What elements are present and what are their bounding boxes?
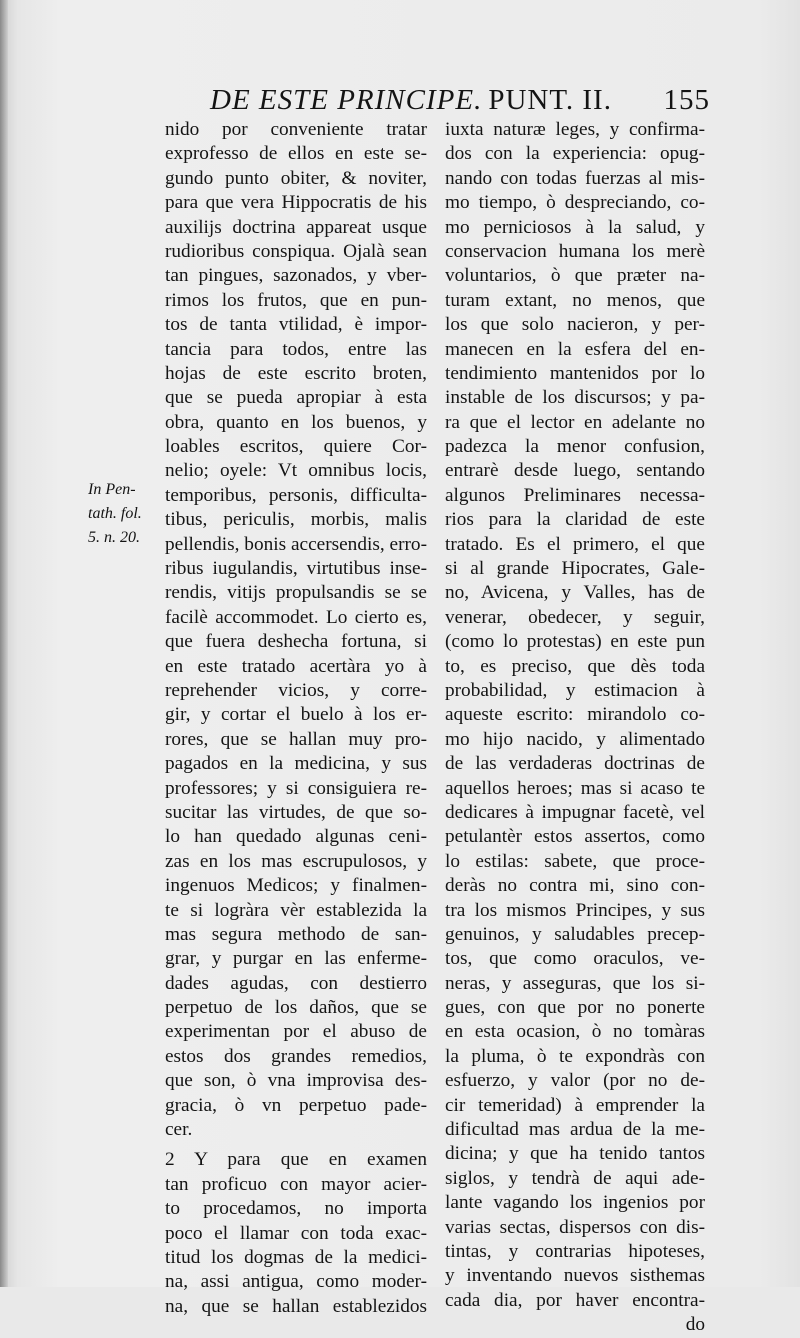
text-line: reprehender vicios, y corre- <box>165 679 427 701</box>
text-line: pellendis, bonis accersendis, erro- <box>165 533 427 555</box>
text-line: facilè accommodet. Lo cierto es, <box>165 606 427 628</box>
text-line: manecen en la esfera del en- <box>445 338 705 360</box>
text-line: aqueste escrito: mirandolo co- <box>445 704 705 726</box>
text-line: venerar, obedecer, y seguir, <box>445 606 705 628</box>
text-line: la pluma, ò te expondràs con <box>445 1045 705 1067</box>
text-line: te si logràra vèr establezida la <box>165 899 427 921</box>
text-line: cada dia, por haver encontra- <box>445 1289 705 1311</box>
text-line: genuinos, y saludables precep- <box>445 923 705 945</box>
text-line: turam extant, no menos, que <box>445 289 705 311</box>
page-edge-shadow <box>0 0 8 1287</box>
text-line: exprofesso de ellos en este se- <box>165 143 427 165</box>
text-line: rendis, vitijs propulsandis se se <box>165 582 427 604</box>
text-line: probabilidad, y estimacion à <box>445 679 705 701</box>
text-line: petulantèr estos assertos, como <box>445 826 705 848</box>
text-line: que son, ò vna improvisa des- <box>165 1070 427 1092</box>
section-marker: PUNT. II. <box>488 84 612 116</box>
text-line: tan proficuo con mayor acier- <box>165 1173 427 1195</box>
text-line: estos dos grandes remedios, <box>165 1045 427 1067</box>
text-line: poco el llamar con toda exac- <box>165 1222 427 1244</box>
text-line: temporibus, personis, difficulta- <box>165 484 427 506</box>
text-line: gracia, ò vn perpetuo pade- <box>165 1094 427 1116</box>
text-line: voluntarios, ò que præter na- <box>445 265 705 287</box>
text-line: grar, y purgar en las enferme- <box>165 948 427 970</box>
text-line: lo han quedado algunas ceni- <box>165 826 427 848</box>
text-line: professores; y si consiguiera re- <box>165 777 427 799</box>
text-line: padezca la menor confusion, <box>445 436 705 458</box>
right-text-column <box>445 118 705 1338</box>
text-line: zas en los mas escrupulosos, y <box>165 850 427 872</box>
text-line: (como lo protestas) en este pun <box>445 631 705 653</box>
text-line: si al grande Hipocrates, Gale- <box>445 558 705 580</box>
text-line: algunos Preliminares necessa- <box>445 484 705 506</box>
text-line: tos de tanta vtilidad, è impor- <box>165 314 427 336</box>
text-line: nelio; oyele: Vt omnibus locis, <box>165 460 427 482</box>
text-line: esfuerzo, y valor (por no de- <box>445 1070 705 1092</box>
marginal-note-line: In Pen- <box>88 481 136 498</box>
text-line: tos, que como oraculos, ve- <box>445 948 705 970</box>
text-line: auxilijs doctrina appareat usque <box>165 216 427 238</box>
text-line: dos con la experiencia: opug- <box>445 143 705 165</box>
text-line: rios para la claridad de este <box>445 509 705 531</box>
text-line: de las verdaderas doctrinas de <box>445 753 705 775</box>
text-line: ingenuos Medicos; y finalmen- <box>165 875 427 897</box>
text-line: to procedamos, no importa <box>165 1198 427 1220</box>
left-text-column <box>165 118 427 1319</box>
text-line: nando con todas fuerzas al mis- <box>445 167 705 189</box>
text-line: obra, quanto en los buenos, y <box>165 411 427 433</box>
text-line: hojas de este escrito broten, <box>165 362 427 384</box>
text-line: nido por conveniente tratar <box>165 119 427 140</box>
text-line: mo tiempo, ò despreciando, co- <box>445 192 705 214</box>
text-line: mas segura methodo de san- <box>165 923 427 945</box>
text-line: mo perniciosos à la salud, y <box>445 216 705 238</box>
text-line: aquellos heroes; mas si acaso te <box>445 777 705 799</box>
text-line: dedicares à impugnar facetè, vel <box>445 801 705 823</box>
text-line: 2 Y para que en examen <box>165 1149 427 1171</box>
text-line: los que solo nacieron, y per- <box>445 314 705 336</box>
marginal-note <box>88 478 158 550</box>
text-line: gir, y cortar el buelo à los er- <box>165 704 427 726</box>
text-line: tan pingues, sazonados, y vber- <box>165 265 427 287</box>
text-line: sucitar las virtudes, de que so- <box>165 801 427 823</box>
text-line: to, es preciso, que dès toda <box>445 655 705 677</box>
text-line: deràs no contra mi, sino con- <box>445 875 705 897</box>
text-line: conservacion humana los merè <box>445 240 705 262</box>
text-line: pagados en la medicina, y sus <box>165 753 427 775</box>
text-line: tra los mismos Principes, y sus <box>445 899 705 921</box>
text-line: perpetuo de los daños, que se <box>165 997 427 1019</box>
text-line: ribus iugulandis, virtutibus inse- <box>165 558 427 580</box>
text-line: entrarè desde luego, sentando <box>445 460 705 482</box>
text-line: lo estilas: sabete, que proce- <box>445 850 705 872</box>
text-line: neras, y asseguras, que los si- <box>445 972 705 994</box>
text-line: na, assi antigua, como moder- <box>165 1271 427 1293</box>
text-line: gues, con que por no ponerte <box>445 997 705 1019</box>
text-line: y inventando nuevos sisthemas <box>445 1265 705 1287</box>
text-line: en esta ocasion, ò no tomàras <box>445 1021 705 1043</box>
text-line: tancia para todos, entre las <box>165 338 427 360</box>
text-line: en este tratado acertàra yo à <box>165 655 427 677</box>
text-line: rores, que se hallan muy pro- <box>165 728 427 750</box>
text-line: tibus, periculis, morbis, malis <box>165 509 427 531</box>
running-title: DE ESTE PRINCIPE. <box>210 84 483 116</box>
text-line: rudioribus conspiqua. Ojalà sean <box>165 240 427 262</box>
text-line: cir temeridad) à emprender la <box>445 1094 705 1116</box>
text-line: rimos los frutos, que en pun- <box>165 289 427 311</box>
text-line: siglos, y tendrà de aqui ade- <box>445 1167 705 1189</box>
text-line: para que vera Hippocratis de his <box>165 192 427 214</box>
marginal-note-line: 5. n. 20. <box>88 529 140 546</box>
text-line: mo hijo nacido, y alimentado <box>445 728 705 750</box>
text-line: dicina; y que ha tenido tantos <box>445 1143 705 1165</box>
text-line: iuxta naturæ leges, y confirma- <box>445 119 705 140</box>
text-line: que fuera deshecha fortuna, si <box>165 631 427 653</box>
text-line: dificultad mas ardua de la me- <box>445 1119 705 1141</box>
text-line: gundo punto obiter, & noviter, <box>165 167 427 189</box>
text-line: tratado. Es el primero, el que <box>445 533 705 555</box>
text-line: loables escritos, quiere Cor- <box>165 436 427 458</box>
marginal-note-line: tath. fol. <box>88 505 142 522</box>
text-line: lante vagando los ingenios por <box>445 1192 705 1214</box>
text-line: do <box>685 1314 705 1336</box>
text-line: dades agudas, con destierro <box>165 972 427 994</box>
text-line: tintas, y contrarias hipoteses, <box>445 1240 705 1262</box>
text-line: titud los dogmas de la medici- <box>165 1246 427 1268</box>
text-line: cer. <box>165 1119 193 1141</box>
text-line: varias sectas, dispersos con dis- <box>445 1216 705 1238</box>
text-line: que se pueda apropiar à esta <box>165 387 427 409</box>
text-line: ra que el lector en adelante no <box>445 411 705 433</box>
text-line: na, que se hallan establezidos <box>165 1295 427 1317</box>
text-line: experimentan por el abuso de <box>165 1021 427 1043</box>
text-line: no, Avicena, y Valles, has de <box>445 582 705 604</box>
text-line: instable de los discursos; y pa- <box>445 387 705 409</box>
text-line: tendimiento mantenidos por lo <box>445 362 705 384</box>
page-number: 155 <box>663 84 710 116</box>
